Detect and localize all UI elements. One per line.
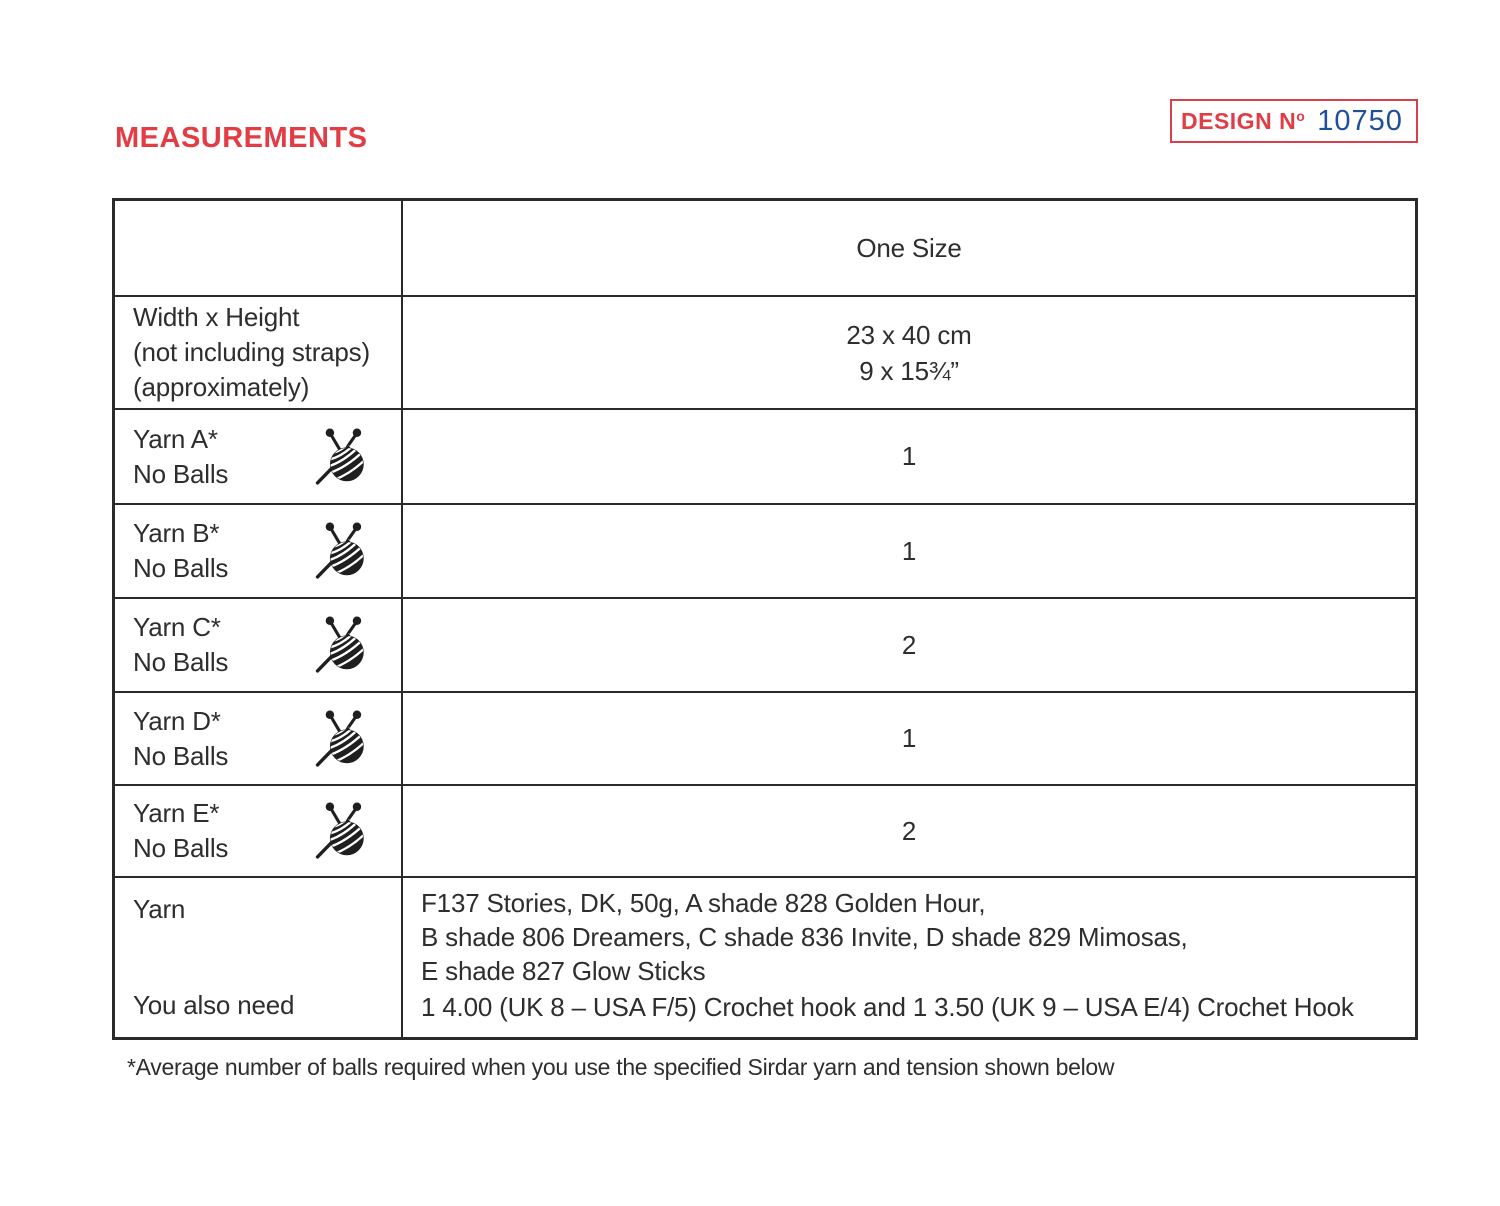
size-header-cell <box>403 201 1415 295</box>
measurements-table <box>112 198 1418 1040</box>
table-row-header <box>115 201 1415 295</box>
yarn-e-name: Yarn E* <box>133 798 220 828</box>
yarn-ball-icon <box>313 799 375 863</box>
design-number-box <box>1170 99 1418 143</box>
measure-label-line1: Width x Height <box>133 302 300 332</box>
design-label: DESIGN $N^o$ <box>1181 107 1306 134</box>
yarn-a-label-cell <box>115 410 403 503</box>
yarn-c-balls-label: No Balls <box>133 647 229 677</box>
you-also-need-label: You also need <box>133 990 295 1020</box>
yarn-a-name: Yarn A* <box>133 423 218 454</box>
yarn-b-label-cell <box>115 505 403 597</box>
table-row-yarn-a <box>115 408 1415 503</box>
measure-label-cell <box>115 297 403 408</box>
yarn-desc-line1: F137 Stories, DK, 50g, A shade 828 Golden Hour, <box>421 888 986 918</box>
yarn-b-value: 1 <box>901 535 917 566</box>
yarn-ball-icon <box>313 613 375 677</box>
yarn-ball-icon <box>313 707 375 771</box>
measure-value-inches: 9 x 15¾” <box>859 355 959 386</box>
design-number: 10750 <box>1317 104 1403 137</box>
yarn-c-name: Yarn C* <box>133 612 221 642</box>
table-row-yarn-e <box>115 784 1415 876</box>
yarn-c-value: 2 <box>901 629 917 660</box>
yarn-e-label-cell <box>115 786 403 876</box>
design-sup-o: o <box>1296 107 1306 124</box>
yarn-d-balls-label: No Balls <box>133 740 229 771</box>
yarn-desc-line2: B shade 806 Dreamers, C shade 836 Invite, D shade 829 Mimosas, <box>421 922 1188 952</box>
header-empty-cell <box>115 201 403 295</box>
measure-value-cell <box>403 297 1415 408</box>
yarn-ball-icon <box>313 519 375 583</box>
yarn-ball-icon <box>313 425 375 489</box>
yarn-a-balls-label: No Balls <box>133 458 229 489</box>
yarn-e-balls-label: No Balls <box>133 833 229 863</box>
yarn-details-label-cell <box>115 878 403 1037</box>
yarn-c-value-cell <box>403 599 1415 691</box>
yarn-b-balls-label: No Balls <box>133 553 229 583</box>
yarn-details-value-cell <box>403 878 1415 1037</box>
footnote: *Average number of balls required when you use the specified Sirdar yarn and tension shown below <box>127 1054 1115 1080</box>
yarn-b-value-cell <box>403 505 1415 597</box>
yarn-label: Yarn <box>133 894 186 924</box>
measure-label-line2: (not including straps) <box>133 337 370 367</box>
size-header-label: One Size <box>856 232 962 263</box>
table-row-yarn-c <box>115 597 1415 691</box>
measure-label-line3: (approximately) <box>133 372 310 402</box>
yarn-e-value-cell <box>403 786 1415 876</box>
yarn-d-name: Yarn D* <box>133 705 221 736</box>
table-row-yarn-b <box>115 503 1415 597</box>
yarn-a-value: 1 <box>901 441 917 471</box>
table-row-yarn-d <box>115 691 1415 784</box>
yarn-e-value: 2 <box>901 815 917 846</box>
also-need-line: 1 4.00 (UK 8 – USA F/5) Crochet hook and 1 3.50 (UK 9 – USA E/4) Crochet Hook <box>421 992 1354 1022</box>
yarn-desc-line3: E shade 827 Glow Sticks <box>421 956 706 986</box>
measure-value-cm: 23 x 40 cm <box>846 319 972 350</box>
table-row-measure <box>115 295 1415 408</box>
table-row-yarn-details <box>115 876 1415 1037</box>
page-title: MEASUREMENTS <box>115 122 368 154</box>
yarn-a-value-cell <box>403 410 1415 503</box>
yarn-c-label-cell <box>115 599 403 691</box>
yarn-d-value: 1 <box>901 723 917 753</box>
yarn-d-label-cell <box>115 693 403 784</box>
yarn-b-name: Yarn B* <box>133 518 220 548</box>
yarn-d-value-cell <box>403 693 1415 784</box>
